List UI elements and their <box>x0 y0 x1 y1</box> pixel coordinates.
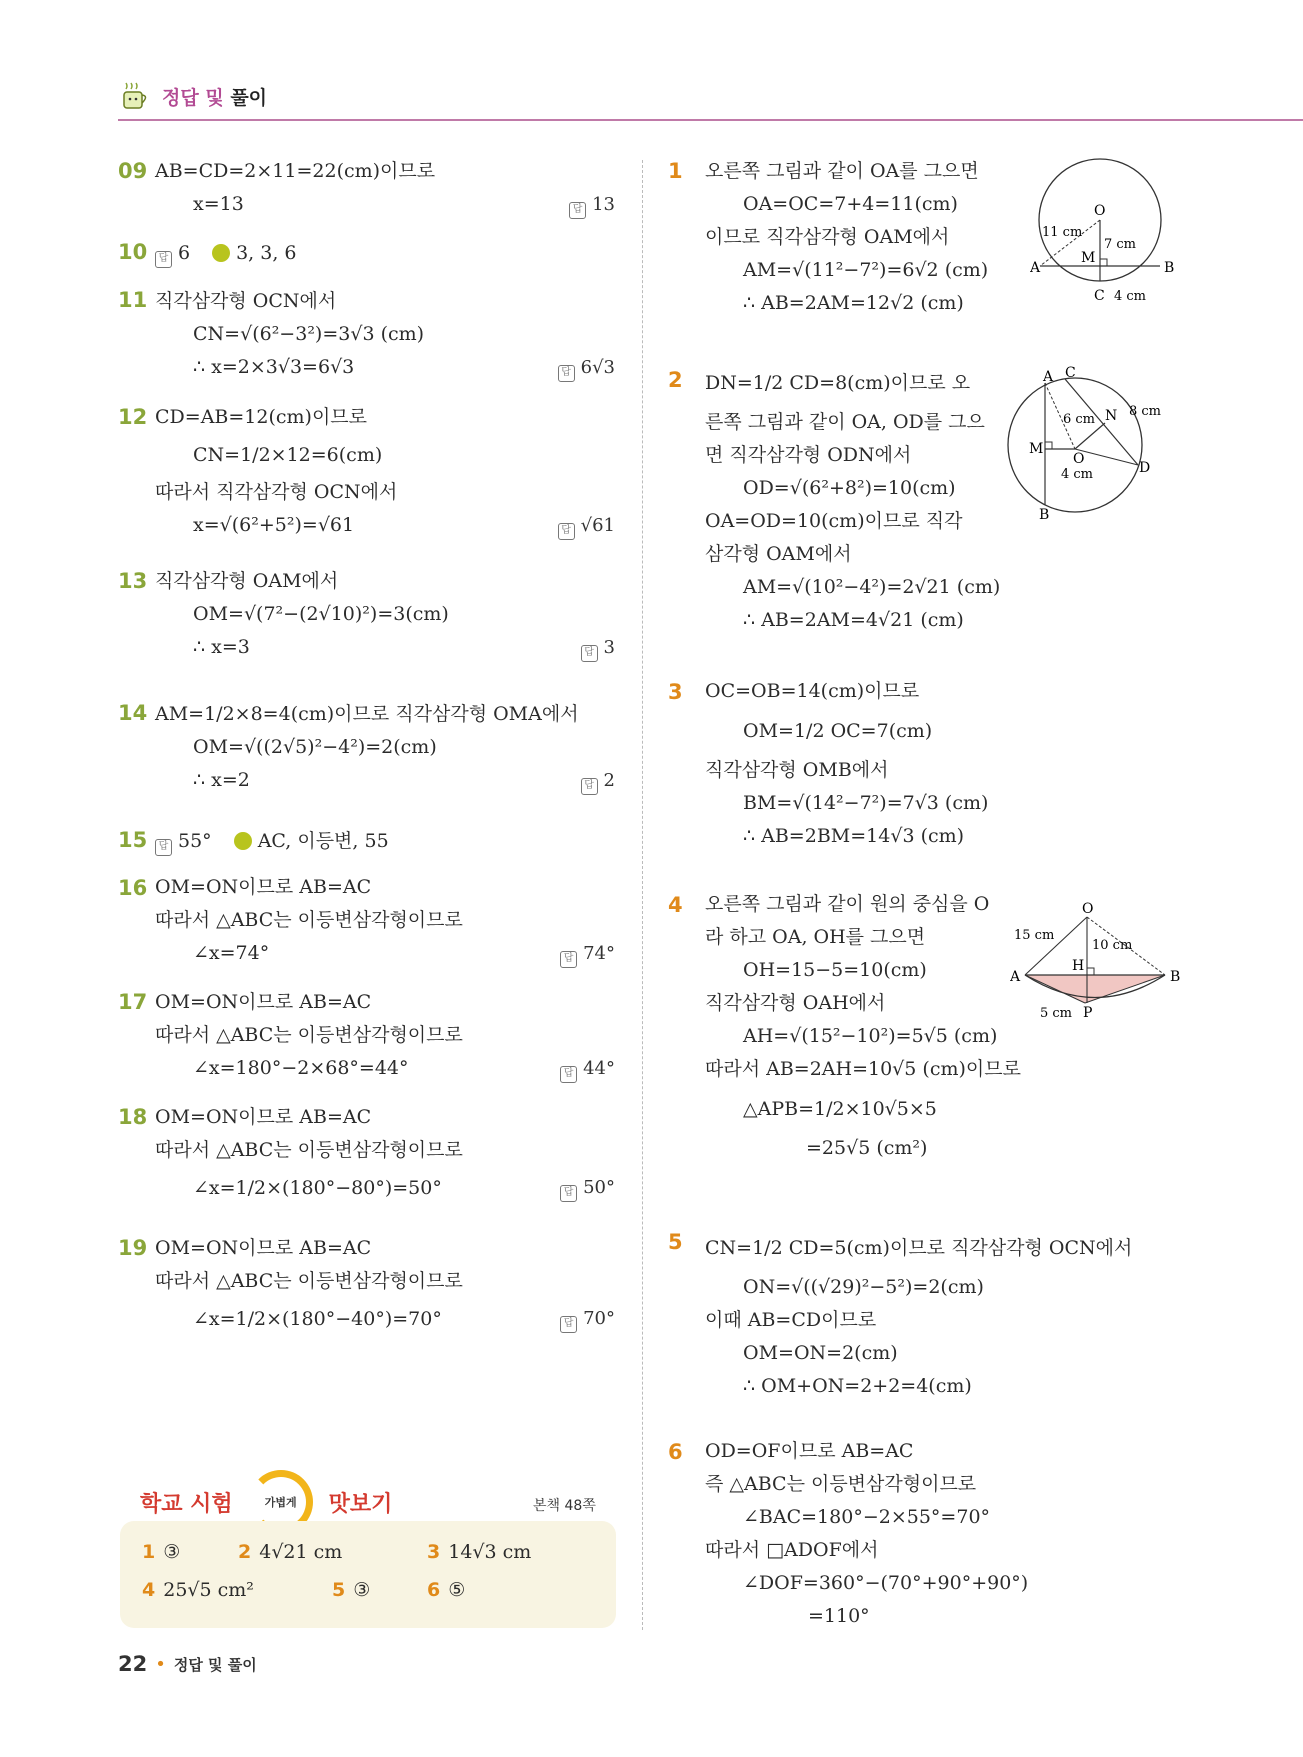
svg-text:O: O <box>1094 203 1106 219</box>
svg-text:H: H <box>1072 958 1085 974</box>
svg-text:6 cm: 6 cm <box>1063 412 1096 427</box>
answer-label: 답 74° <box>560 937 615 970</box>
solution-16: OM=ON이므로 AB=AC 따라서 △ABC는 이등변삼각형이므로 ∠x=74° 답 74° <box>155 871 615 970</box>
answer-label: 답 6√3 <box>558 351 615 384</box>
page-number: 22 <box>118 1652 148 1676</box>
header-divider <box>118 119 1303 121</box>
answer-label: 답 3 <box>581 631 615 664</box>
problem-number: 12 <box>118 405 148 429</box>
page-footer: 22 • 정답 및 풀이 <box>118 1652 257 1676</box>
problem-number: 1 <box>668 159 683 183</box>
solution-13: 직각삼각형 OAM에서 OM=√(7²−(2√10)²)=3(cm) ∴ x=3 답 3 <box>155 565 615 664</box>
figure-r4 <box>1010 895 1195 1020</box>
svg-text:C: C <box>1065 365 1076 381</box>
svg-text:C: C <box>1094 288 1105 304</box>
solution-r5: CN=1/2 CD=5(cm)이므로 직각삼각형 OCN에서 ON=√((√29)²−5²)=2(cm) 이때 AB=CD이므로 OM=ON=2(cm) ∴ OM+ON=2+2=4(cm) <box>705 1237 1133 1397</box>
test-answer: 4 25√5 cm² <box>142 1579 254 1601</box>
test-section-title: 학교 시험 가볍게 맛보기 <box>140 1470 392 1534</box>
reference-page: 본책 48쪽 <box>533 1498 596 1514</box>
problem-number: 3 <box>668 680 683 704</box>
check-icon <box>234 832 252 850</box>
page-header <box>118 74 267 118</box>
solution-10: 답 6 3, 3, 6 <box>155 237 615 270</box>
svg-text:N: N <box>1105 408 1118 424</box>
test-answer: 1 ③ <box>142 1541 181 1563</box>
problem-number: 09 <box>118 159 148 183</box>
footer-title: 정답 및 풀이 <box>173 1655 257 1674</box>
problem-number: 19 <box>118 1236 148 1260</box>
svg-text:A: A <box>1043 369 1054 385</box>
svg-text:O: O <box>1082 901 1094 917</box>
test-answers-box <box>120 1521 616 1628</box>
test-answer: 5 ③ <box>332 1579 371 1601</box>
solution-12: CD=AB=12(cm)이므로 CN=1/2×12=6(cm) 따라서 직각삼각형 OCN에서 x=√(6²+5²)=√61 답 √61 <box>155 401 615 542</box>
svg-text:5 cm: 5 cm <box>1040 1006 1073 1020</box>
svg-text:M: M <box>1029 441 1044 457</box>
svg-text:M: M <box>1081 250 1096 266</box>
solution-15: 답 55° AC, 이등변, 55 <box>155 825 615 858</box>
problem-number: 4 <box>668 893 683 917</box>
test-answer: 2 4√21 cm <box>238 1541 343 1563</box>
answer-label: 답 √61 <box>558 509 615 542</box>
answer-label: 답 70° <box>560 1302 615 1335</box>
problem-number: 6 <box>668 1440 683 1464</box>
svg-text:7 cm: 7 cm <box>1104 237 1137 252</box>
problem-number: 16 <box>118 876 148 900</box>
problem-number: 10 <box>118 240 148 264</box>
svg-text:B: B <box>1164 260 1175 276</box>
solution-r2: DN=1/2 CD=8(cm)이므로 오 른쪽 그림과 같이 OA, OD를 그으 면 직각삼각형 ODN에서 OD=√(6²+8²)=10(cm) OA=OD=10(cm)이므로 직각 삼각형 OAM에서 AM=√(10²−4²)=2√21 (cm) ∴ AB=2AM=4√21 (cm) <box>705 372 1001 631</box>
solution-r3: OC=OB=14(cm)이므로 OM=1/2 OC=7(cm) 직각삼각형 OMB에서 BM=√(14²−7²)=7√3 (cm) ∴ AB=2BM=14√3 (cm) <box>705 680 989 847</box>
solution-r1: 오른쪽 그림과 같이 OA를 그으면 OA=OC=7+4=11(cm) 이므로 직각삼각형 OAM에서 AM=√(11²−7²)=6√2 (cm) ∴ AB=2AM=12√2 (cm) <box>705 160 989 314</box>
svg-text:4 cm: 4 cm <box>1061 467 1094 482</box>
problem-number: 11 <box>118 288 148 312</box>
header-title: 정답 및 풀이 <box>162 86 268 109</box>
answer-label: 답 50° <box>560 1171 615 1204</box>
problem-number: 17 <box>118 990 148 1014</box>
problem-number: 5 <box>668 1230 683 1254</box>
problem-number: 13 <box>118 569 148 593</box>
check-icon <box>212 244 230 262</box>
svg-text:D: D <box>1139 460 1151 476</box>
problem-number: 2 <box>668 368 683 392</box>
svg-text:B: B <box>1039 507 1050 523</box>
svg-text:P: P <box>1083 1005 1093 1020</box>
column-divider <box>642 160 643 1630</box>
svg-text:10 cm: 10 cm <box>1092 938 1133 953</box>
svg-text:B: B <box>1170 969 1181 985</box>
solution-14: AM=1/2×8=4(cm)이므로 직각삼각형 OMA에서 OM=√((2√5)²−4²)=2(cm) ∴ x=2 답 2 <box>155 698 615 797</box>
solution-19: OM=ON이므로 AB=AC 따라서 △ABC는 이등변삼각형이므로 ∠x=1/2×(180°−40°)=70° 답 70° <box>155 1232 615 1340</box>
test-answer: 6 ⑤ <box>427 1579 466 1601</box>
solution-09: AB=CD=2×11=22(cm)이므로 x=13 답 13 <box>155 155 615 221</box>
svg-text:15 cm: 15 cm <box>1014 928 1055 943</box>
figure-r2 <box>1005 365 1190 525</box>
answer-label: 답 13 <box>569 188 615 221</box>
problem-number: 18 <box>118 1105 148 1129</box>
svg-text:8 cm: 8 cm <box>1129 404 1162 419</box>
svg-text:A: A <box>1010 969 1021 985</box>
solution-r6: OD=OF이므로 AB=AC 즉 △ABC는 이등변삼각형이므로 ∠BAC=180°−2×55°=70° 따라서 □ADOF에서 ∠DOF=360°−(70°+90°+90°) =110° <box>705 1440 1029 1627</box>
mug-icon <box>118 79 152 113</box>
solution-11: 직각삼각형 OCN에서 CN=√(6²−3²)=3√3 (cm) ∴ x=2×3√3=6√3 답 6√3 <box>155 285 615 384</box>
ring-badge: 가볍게 <box>249 1470 313 1534</box>
figure-r1 <box>1030 158 1180 308</box>
test-answer: 3 14√3 cm <box>427 1541 532 1563</box>
svg-text:4 cm: 4 cm <box>1114 289 1147 304</box>
solution-17: OM=ON이므로 AB=AC 따라서 △ABC는 이등변삼각형이므로 ∠x=180°−2×68°=44° 답 44° <box>155 986 615 1085</box>
svg-text:A: A <box>1030 260 1041 276</box>
answer-label: 답 2 <box>581 764 615 797</box>
solution-18: OM=ON이므로 AB=AC 따라서 △ABC는 이등변삼각형이므로 ∠x=1/2×(180°−80°)=50° 답 50° <box>155 1101 615 1209</box>
problem-number: 14 <box>118 701 148 725</box>
problem-number: 15 <box>118 828 148 852</box>
answer-label: 답 44° <box>560 1052 615 1085</box>
solution-r4: 오른쪽 그림과 같이 원의 중심을 O 라 하고 OA, OH를 그으면 OH=15−5=10(cm) 직각삼각형 OAH에서 AH=√(15²−10²)=5√5 (cm) 따라서 AB=2AH=10√5 (cm)이므로 △APB=1/2×10√5×5 =25√5 (cm²) <box>705 893 1021 1159</box>
svg-text:O: O <box>1073 451 1085 467</box>
svg-text:11 cm: 11 cm <box>1042 225 1083 240</box>
